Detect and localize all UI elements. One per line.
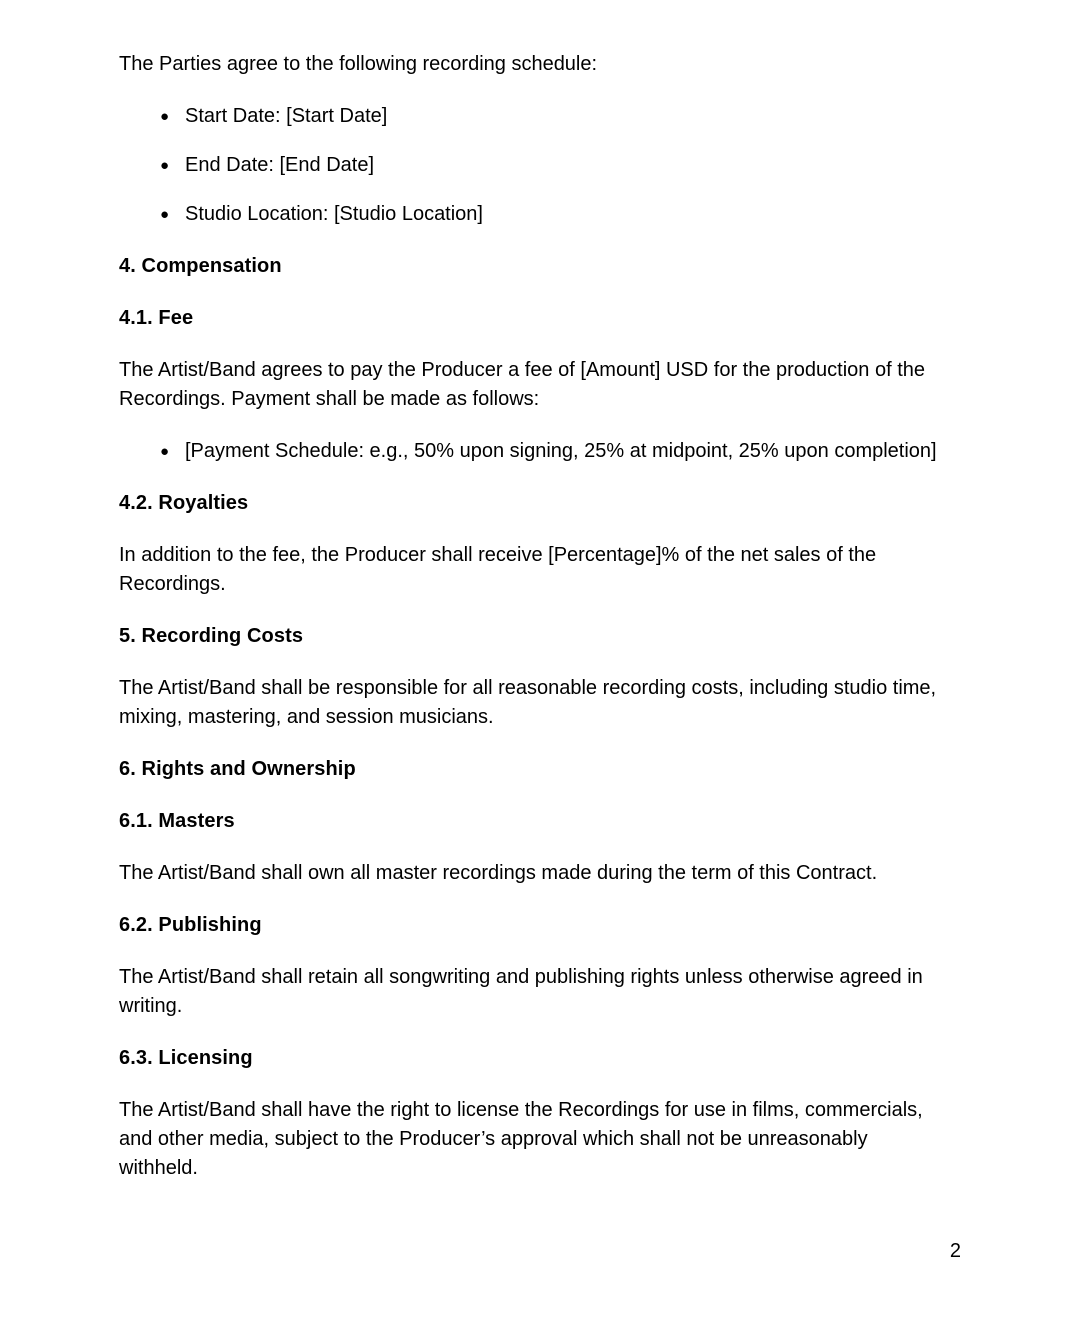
section-heading-licensing: 6.3. Licensing (119, 1047, 253, 1069)
paragraph: The Artist/Band shall own all master recordings made during the term of this Contract. (119, 862, 878, 884)
section-heading-royalties: 4.2. Royalties (119, 492, 249, 514)
section-heading-recording-costs: 5. Recording Costs (119, 625, 304, 647)
list-item (119, 102, 949, 131)
bullet-icon: ● (160, 206, 170, 223)
paragraph: The Artist/Band shall have the right to license the Recordings for use in films, commercials, and other media, subject to the Producer’s approval which shall not be unreasonably withheld. (119, 1099, 923, 1179)
list-item-label: [Payment Schedule: e.g., 50% upon signing, 25% at midpoint, 25% upon completion] (185, 440, 937, 462)
section-heading-compensation: 4. Compensation (119, 255, 282, 277)
section-heading-masters: 6.1. Masters (119, 810, 235, 832)
section-heading-rights-and-ownership: 6. Rights and Ownership (119, 758, 356, 780)
paragraph: The Artist/Band shall be responsible for all reasonable recording costs, including studio time, mixing, mastering, and session musicians. (119, 677, 937, 728)
bullet-icon: ● (160, 157, 170, 174)
paragraph: The Parties agree to the following recording schedule: (119, 53, 598, 75)
paragraph: The Artist/Band agrees to pay the Producer a fee of [Amount] USD for the production of the Recordings. Payment shall be made as follows: (119, 359, 926, 410)
section-heading-publishing: 6.2. Publishing (119, 914, 262, 936)
paragraph: The Artist/Band shall retain all songwriting and publishing rights unless otherwise agreed in writing. (119, 966, 923, 1017)
bullet-list (119, 102, 949, 229)
list-item-label: Studio Location: [Studio Location] (185, 203, 483, 225)
page-number: 2 (949, 1240, 961, 1262)
bullet-icon: ● (160, 443, 170, 460)
list-item (119, 151, 949, 180)
list-item (119, 437, 949, 466)
list-item (119, 200, 949, 229)
list-item-label: End Date: [End Date] (185, 154, 375, 176)
paragraph: In addition to the fee, the Producer shall receive [Percentage]% of the net sales of the Recordings. (119, 544, 877, 595)
list-item-label: Start Date: [Start Date] (185, 105, 388, 127)
document-body (119, 50, 949, 1206)
bullet-icon: ● (160, 108, 170, 125)
bullet-list (119, 437, 949, 466)
section-heading-fee: 4.1. Fee (119, 307, 194, 329)
